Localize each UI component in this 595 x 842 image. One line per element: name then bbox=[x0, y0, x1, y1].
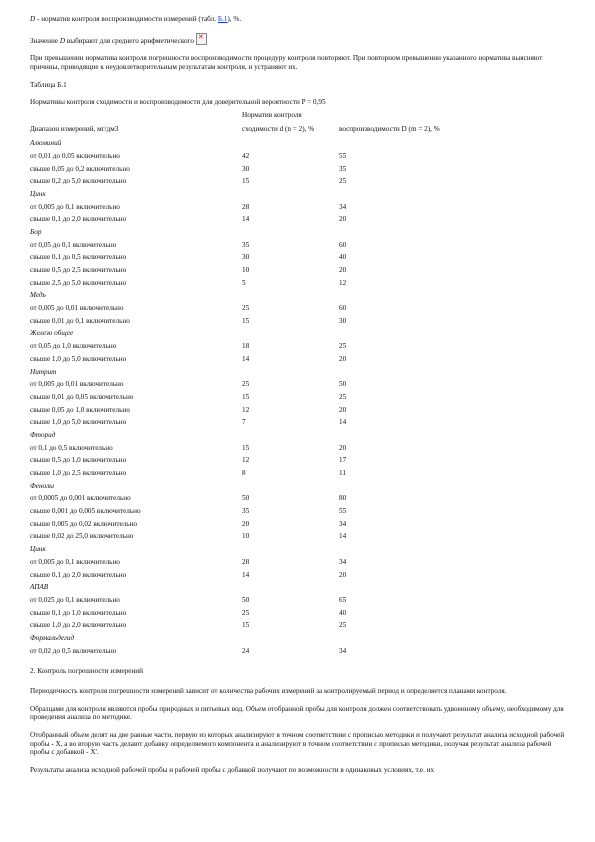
reproducibility-cell: 20 bbox=[339, 266, 347, 275]
group-name: АПАВ bbox=[30, 583, 49, 592]
reproducibility-cell: 40 bbox=[339, 608, 347, 617]
reproducibility-cell: 34 bbox=[339, 202, 347, 211]
reproducibility-cell: 14 bbox=[339, 418, 347, 427]
convergence-cell: 14 bbox=[242, 354, 250, 363]
reproducibility-cell: 20 bbox=[339, 354, 347, 363]
table-row bbox=[30, 607, 470, 620]
range-cell: свыше 0,001 до 0,005 включительно bbox=[30, 507, 141, 516]
col-header-norms bbox=[242, 111, 470, 137]
convergence-cell: 14 bbox=[242, 570, 250, 579]
table-group-row bbox=[30, 429, 470, 442]
table-b1-link[interactable]: Б.1 bbox=[217, 15, 228, 23]
table-row bbox=[30, 264, 470, 277]
range-cell: свыше 0,5 до 1,0 включительно bbox=[30, 456, 127, 465]
group-name: Алюминий bbox=[30, 139, 62, 148]
convergence-cell: 28 bbox=[242, 557, 250, 566]
table-row bbox=[30, 251, 470, 264]
table-group-row bbox=[30, 137, 470, 150]
reproducibility-cell: 55 bbox=[339, 151, 347, 160]
reproducibility-cell: 80 bbox=[339, 494, 347, 503]
table-row bbox=[30, 530, 470, 543]
convergence-cell: 28 bbox=[242, 202, 250, 211]
table-group-row bbox=[30, 366, 470, 379]
document-page bbox=[30, 15, 565, 783]
table-row bbox=[30, 492, 470, 505]
reproducibility-cell: 34 bbox=[339, 646, 347, 655]
reproducibility-cell: 34 bbox=[339, 519, 347, 528]
range-cell: свыше 1,0 до 5,0 включительно bbox=[30, 418, 127, 427]
convergence-cell: 12 bbox=[242, 456, 250, 465]
convergence-cell: 15 bbox=[242, 443, 250, 452]
col-header-norm-title: Норматив контроля bbox=[242, 110, 302, 119]
table-row bbox=[30, 150, 470, 163]
convergence-cell: 42 bbox=[242, 151, 250, 160]
convergence-cell: 12 bbox=[242, 405, 250, 414]
col-header-repr: воспроизводимости D (m = 2), % bbox=[339, 125, 440, 134]
table-row bbox=[30, 163, 470, 176]
broken-image-icon bbox=[196, 33, 207, 45]
convergence-cell: 30 bbox=[242, 164, 250, 173]
table-row bbox=[30, 645, 470, 658]
range-cell: свыше 0,05 до 0,2 включительно bbox=[30, 164, 130, 173]
table-label: Таблица Б.1 bbox=[30, 80, 67, 89]
range-cell: свыше 1,0 до 5,0 включительно bbox=[30, 354, 127, 363]
range-cell: от 0,005 до 0,01 включительно bbox=[30, 380, 124, 389]
range-cell: от 0,1 до 0,5 включительно bbox=[30, 443, 113, 452]
reproducibility-cell: 55 bbox=[339, 507, 347, 516]
table-row bbox=[30, 404, 470, 417]
table-title: Нормативы контроля сходимости и воспроизводимости для доверительной вероятности P = 0,95 bbox=[30, 98, 326, 107]
range-cell: свыше 0,01 до 0,1 включительно bbox=[30, 316, 130, 325]
range-cell: свыше 0,1 до 1,0 включительно bbox=[30, 608, 127, 617]
table-group-row bbox=[30, 327, 470, 340]
reproducibility-cell: 20 bbox=[339, 405, 347, 414]
table-row bbox=[30, 416, 470, 429]
range-cell: от 0,025 до 0,1 включительно bbox=[30, 595, 120, 604]
group-name: Железо общее bbox=[30, 329, 74, 338]
group-name: Бор bbox=[30, 227, 42, 236]
table-row bbox=[30, 505, 470, 518]
convergence-cell: 14 bbox=[242, 215, 250, 224]
range-cell: свыше 2,5 до 5,0 включительно bbox=[30, 278, 127, 287]
range-cell: от 0,02 до 0,5 включительно bbox=[30, 646, 117, 655]
reproducibility-cell: 14 bbox=[339, 532, 347, 541]
table-row bbox=[30, 518, 470, 531]
range-cell: от 0,01 до 0,05 включительно bbox=[30, 151, 120, 160]
range-cell: от 0,0005 до 0,001 включительно bbox=[30, 494, 131, 503]
repeat-control-paragraph: При превышении норматива контроля погрешности воспроизводимости процедуру контроля повторяют. При повторном превышении указанного норматива выясняют причины, приводящие к неудовлетворительным результатам контроля, и устраняют их. bbox=[30, 54, 543, 71]
range-cell: свыше 0,1 до 2,0 включительно bbox=[30, 570, 127, 579]
table-row bbox=[30, 619, 470, 632]
table-row bbox=[30, 201, 470, 214]
group-name: Цинк bbox=[30, 545, 46, 554]
table-row bbox=[30, 391, 470, 404]
d-definition-line: D - норматив контроля воспроизводимости измерений (табл. Б.1), %. bbox=[30, 15, 242, 23]
range-cell: свыше 0,1 до 2,0 включительно bbox=[30, 215, 127, 224]
range-cell: от 0,005 до 0,1 включительно bbox=[30, 202, 120, 211]
reproducibility-cell: 60 bbox=[339, 304, 347, 313]
reproducibility-cell: 30 bbox=[339, 316, 347, 325]
d-value-line: Значение D выбирают для среднего арифметического✕ bbox=[30, 33, 565, 46]
table-row bbox=[30, 353, 470, 366]
range-cell: свыше 1,0 до 2,5 включительно bbox=[30, 469, 127, 478]
table-group-row bbox=[30, 581, 470, 594]
table-group-row bbox=[30, 226, 470, 239]
convergence-cell: 18 bbox=[242, 342, 250, 351]
range-cell: свыше 0,02 до 25,0 включительно bbox=[30, 532, 134, 541]
reproducibility-cell: 60 bbox=[339, 240, 347, 249]
reproducibility-cell: 20 bbox=[339, 215, 347, 224]
range-cell: от 0,005 до 0,01 включительно bbox=[30, 304, 124, 313]
table-row bbox=[30, 340, 470, 353]
group-name: Фторид bbox=[30, 430, 56, 439]
table-row bbox=[30, 556, 470, 569]
var-d: D bbox=[30, 15, 36, 23]
convergence-cell: 25 bbox=[242, 304, 250, 313]
table-row bbox=[30, 315, 470, 328]
convergence-cell: 25 bbox=[242, 380, 250, 389]
convergence-cell: 25 bbox=[242, 608, 250, 617]
table-group-row bbox=[30, 543, 470, 556]
norms-table bbox=[30, 111, 470, 657]
range-cell: свыше 0,5 до 2,5 включительно bbox=[30, 266, 127, 275]
range-cell: от 0,05 до 0,1 включительно bbox=[30, 240, 117, 249]
convergence-cell: 20 bbox=[242, 519, 250, 528]
reproducibility-cell: 50 bbox=[339, 380, 347, 389]
table-row bbox=[30, 594, 470, 607]
group-name: Медь bbox=[30, 291, 46, 300]
section-2-paragraph-2: Образцами для контроля являются пробы природных и питьевых вод. Объем отобранной пробы для контроля должен соответствовать удвоенному объему, необходимому для проведения анализа по методике. bbox=[30, 704, 564, 722]
table-row bbox=[30, 454, 470, 467]
table-row bbox=[30, 467, 470, 480]
section-2-paragraph-3: Отобранный объем делят на две равные части, первую из которых анализируют в точном соответствии с прописью методики и получают результат анализа исходной рабочей пробы - X, а во вторую часть делают добавку определяемого компонента и анализируют в точном соответствии с прописью методики, получая результат анализа рабочей пробы с добавкой - X'. bbox=[30, 730, 565, 757]
reproducibility-cell: 25 bbox=[339, 342, 347, 351]
reproducibility-cell: 11 bbox=[339, 469, 346, 478]
range-cell: от 0,05 до 1,0 включительно bbox=[30, 342, 117, 351]
reproducibility-cell: 12 bbox=[339, 278, 347, 287]
reproducibility-cell: 35 bbox=[339, 164, 347, 173]
table-row bbox=[30, 175, 470, 188]
convergence-cell: 35 bbox=[242, 240, 250, 249]
table-group-row bbox=[30, 480, 470, 493]
range-cell: свыше 0,2 до 5,0 включительно bbox=[30, 177, 127, 186]
range-cell: свыше 0,1 до 0,5 включительно bbox=[30, 253, 127, 262]
convergence-cell: 7 bbox=[242, 418, 246, 427]
col-header-range: Диапазон измерений, мг/дм3 bbox=[30, 125, 119, 134]
group-name: Формальдегид bbox=[30, 633, 75, 642]
table-row bbox=[30, 442, 470, 455]
convergence-cell: 15 bbox=[242, 316, 250, 325]
range-cell: свыше 0,005 до 0,02 включительно bbox=[30, 519, 137, 528]
table-row bbox=[30, 213, 470, 226]
reproducibility-cell: 25 bbox=[339, 392, 347, 401]
table-row bbox=[30, 569, 470, 582]
convergence-cell: 24 bbox=[242, 646, 250, 655]
reproducibility-cell: 20 bbox=[339, 443, 347, 452]
range-cell: свыше 1,0 до 2,0 включительно bbox=[30, 621, 127, 630]
table-row bbox=[30, 239, 470, 252]
table-header-row bbox=[30, 111, 470, 137]
col-header-conv: сходимости d (n = 2), % bbox=[242, 125, 315, 134]
convergence-cell: 30 bbox=[242, 253, 250, 262]
convergence-cell: 8 bbox=[242, 469, 246, 478]
table-row bbox=[30, 277, 470, 290]
table-group-row bbox=[30, 289, 470, 302]
group-name: Нитрит bbox=[30, 367, 57, 376]
section-2-paragraph-1: Периодичность контроля погрешности измерений зависит от количества рабочих измерений за контролируемый период и определяется планами контроля. bbox=[30, 686, 507, 695]
reproducibility-cell: 65 bbox=[339, 595, 347, 604]
reproducibility-cell: 34 bbox=[339, 557, 347, 566]
convergence-cell: 50 bbox=[242, 595, 250, 604]
convergence-cell: 15 bbox=[242, 621, 250, 630]
reproducibility-cell: 25 bbox=[339, 177, 347, 186]
reproducibility-cell: 25 bbox=[339, 621, 347, 630]
group-name: Цинк bbox=[30, 189, 46, 198]
table-group-row bbox=[30, 188, 470, 201]
convergence-cell: 5 bbox=[242, 278, 246, 287]
table-row bbox=[30, 302, 470, 315]
table-row bbox=[30, 378, 470, 391]
convergence-cell: 10 bbox=[242, 532, 250, 541]
range-cell: свыше 0,05 до 1,0 включительно bbox=[30, 405, 130, 414]
convergence-cell: 15 bbox=[242, 177, 250, 186]
table-group-row bbox=[30, 632, 470, 645]
convergence-cell: 50 bbox=[242, 494, 250, 503]
range-cell: свыше 0,01 до 0,05 включительно bbox=[30, 392, 134, 401]
range-cell: от 0,005 до 0,1 включительно bbox=[30, 557, 120, 566]
reproducibility-cell: 40 bbox=[339, 253, 347, 262]
group-name: Фенолы bbox=[30, 481, 54, 490]
reproducibility-cell: 17 bbox=[339, 456, 347, 465]
section-2-title: 2. Контроль погрешности измерений bbox=[30, 667, 143, 676]
reproducibility-cell: 20 bbox=[339, 570, 347, 579]
convergence-cell: 35 bbox=[242, 507, 250, 516]
convergence-cell: 15 bbox=[242, 392, 250, 401]
section-2-paragraph-4: Результаты анализа исходной рабочей пробы и рабочей пробы с добавкой получают по возможности в одинаковых условиях, т.е. их bbox=[30, 765, 435, 774]
convergence-cell: 10 bbox=[242, 266, 250, 275]
